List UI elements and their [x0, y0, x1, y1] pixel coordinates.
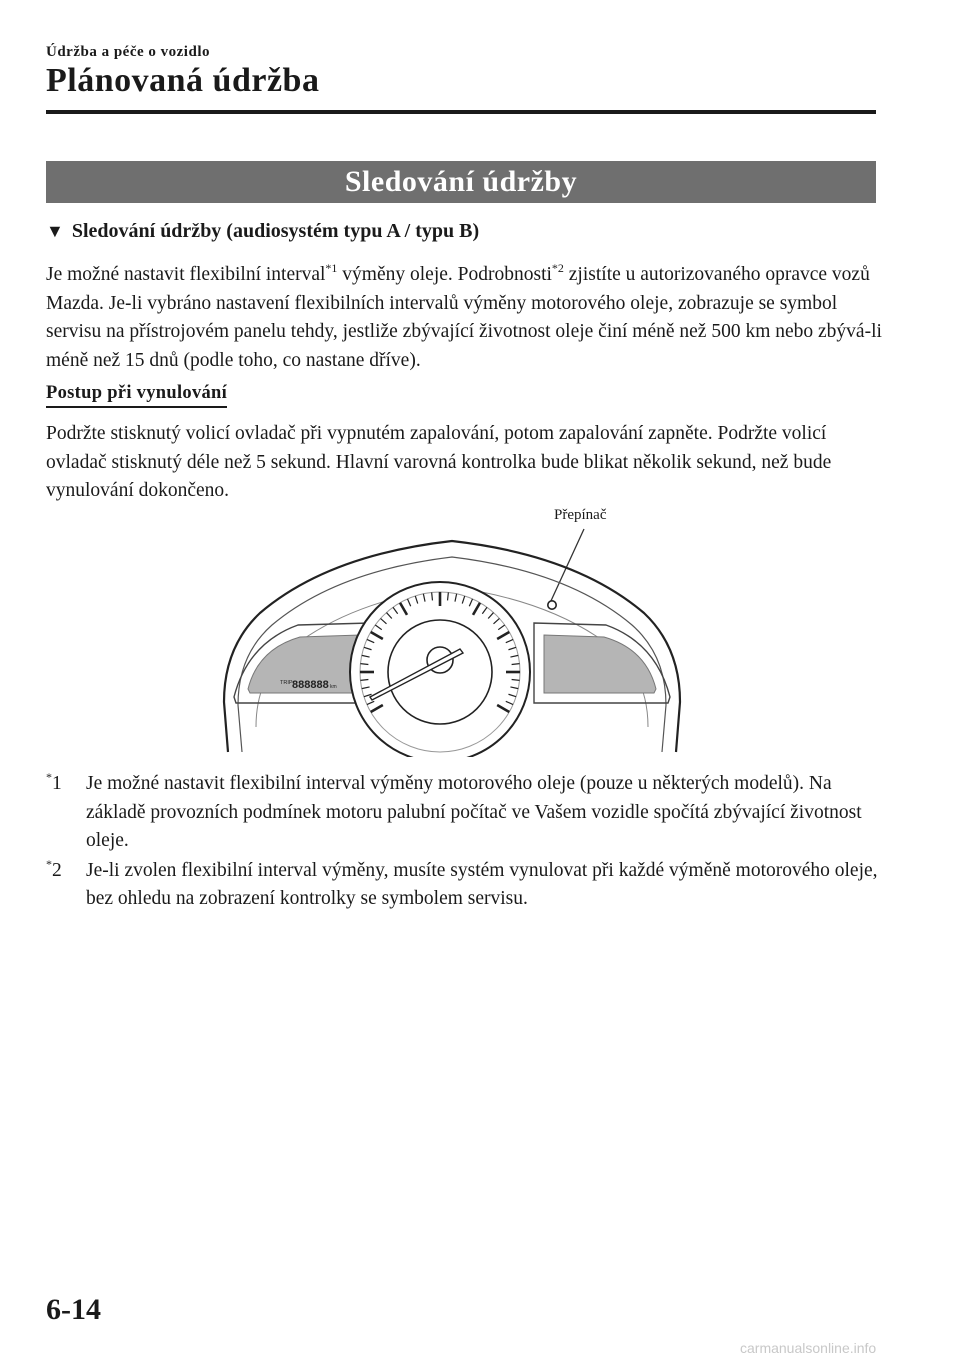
- intro-text-part1: Je možné nastavit flexibilní interval: [46, 264, 326, 285]
- tachometer-tick: [448, 592, 449, 600]
- watermark: carmanualsonline.info: [740, 1340, 877, 1356]
- tachometer-tick: [512, 680, 520, 681]
- procedure-heading: Postup při vynulování: [46, 383, 227, 408]
- intro-paragraph: [46, 261, 886, 375]
- switch-callout-label: Přepínač: [554, 507, 607, 523]
- tachometer-tick: [360, 680, 368, 681]
- switch-callout-line: [550, 529, 584, 603]
- tachometer-tick: [360, 664, 368, 665]
- footnote-ref-2[interactable]: *2: [551, 261, 564, 275]
- footnote-1: [46, 770, 886, 856]
- odometer-unit: km: [330, 684, 337, 690]
- footnote-text: Je-li zvolen flexibilní interval výměny, musíte systém vynulovat při každé výměně motorového oleje, bez ohledu na zobrazení kontrolky se symbolem servisu.: [86, 859, 878, 909]
- footnote-2: [46, 857, 886, 914]
- odometer-readout: 888888: [292, 679, 329, 691]
- subsection-heading: [46, 220, 479, 243]
- tachometer-tick: [512, 664, 520, 665]
- footnote-star: *: [46, 856, 52, 871]
- intro-text-part3: zjistíte u autorizovaného opravce vozů Mazda. Je-li vybráno nastavení flexibilních intervalů výměny motorového oleje, zobrazuje se symbol servisu na přístrojovém panelu tehdy, jestliže zbývající životnost oleje činí méně než 500 km nebo zbývá-li méně než 15 dnů (podle toho, co nastane dříve).: [46, 264, 882, 371]
- footnote-marker: [46, 857, 62, 886]
- selector-switch-knob: [548, 601, 556, 609]
- triangle-bullet-icon: ▼: [46, 221, 64, 241]
- chapter-label: Údržba a péče o vozidlo: [46, 44, 210, 60]
- footnote-star: *: [46, 770, 52, 784]
- footnote-text: Je možné nastavit flexibilní interval výměny motorového oleje (pouze u některých modelů). Na základě provozních podmínek motoru palubní počítač ve Vašem vozidle spočítá zbývající životnost oleje.: [86, 773, 862, 851]
- section-banner: Sledování údržby: [46, 161, 876, 203]
- intro-text-part2: výměny oleje. Podrobnosti: [337, 264, 552, 285]
- page-title: Plánovaná údržba: [46, 62, 320, 99]
- footnotes: [46, 770, 886, 915]
- procedure-paragraph: Podržte stisknutý volicí ovladač při vypnutém zapalování, potom zapalování zapněte. Podržte volicí ovladač stisknutý déle než 5 sekund. Hlavní varovná kontrolka bude blikat několik sekund, než bude vynulování dokončeno.: [46, 423, 832, 501]
- instrument-cluster-illustration: [220, 527, 690, 757]
- footnote-number: 1: [52, 773, 62, 794]
- footnote-ref-1[interactable]: *1: [325, 261, 338, 275]
- trip-label: TRIP: [280, 680, 293, 686]
- title-divider: [46, 110, 876, 114]
- page-number: 6-14: [46, 1293, 101, 1326]
- footnote-marker: [46, 770, 62, 799]
- footnote-number: 2: [52, 859, 62, 881]
- subsection-heading-text: Sledování údržby (audiosystém typu A / typu B): [71, 220, 480, 242]
- tachometer-tick: [432, 592, 433, 600]
